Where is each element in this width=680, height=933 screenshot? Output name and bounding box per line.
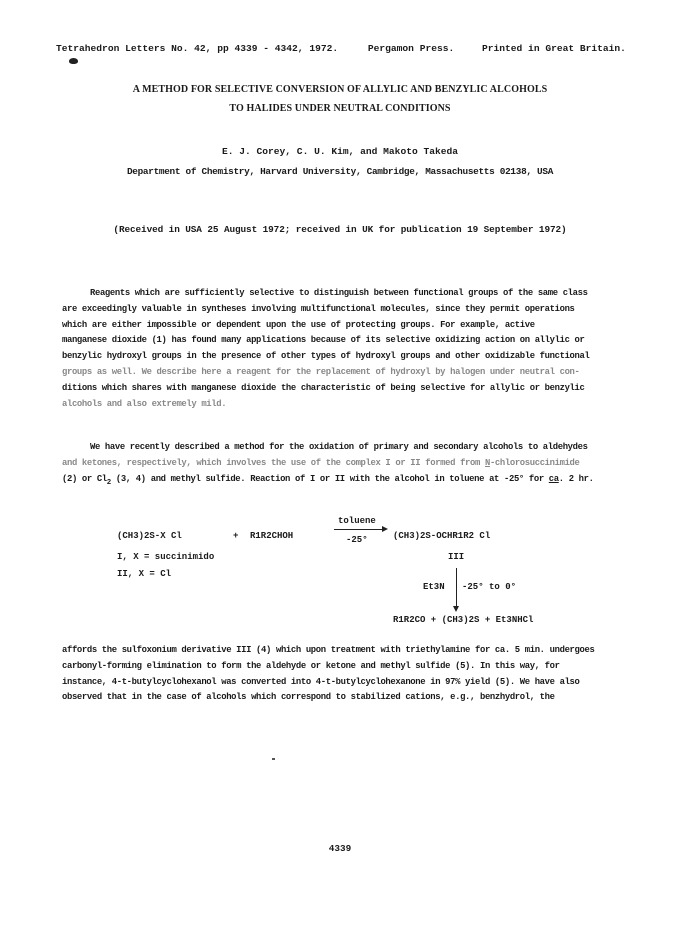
text-line: We have recently described a method for the oxidation of primary and secondary alcohols to aldehydes xyxy=(90,442,588,452)
page-number: 4339 xyxy=(328,843,352,854)
italic-n: N xyxy=(484,457,490,468)
affiliation: Department of Chemistry, Harvard University, Cambridge, Massachusetts 02138, USA xyxy=(126,166,554,177)
running-header xyxy=(56,43,656,54)
subscript: 2 xyxy=(106,478,111,487)
article-title-line-2: TO HALIDES UNDER NEUTRAL CONDITIONS xyxy=(229,103,451,114)
reaction-arrow-right xyxy=(334,529,386,530)
text-span: (2) or Cl xyxy=(62,473,107,484)
text-line: observed that in the case of alcohols which correspond to stabilized cations, e.g., benzhydrol, the xyxy=(62,692,555,703)
reactant-sulfonium: (CH3)2S-X Cl xyxy=(117,531,182,541)
reaction-arrow-down xyxy=(456,568,457,610)
received-dates: (Received in USA 25 August 1972; received in UK for publication 19 September 1972) xyxy=(113,224,567,235)
text-line xyxy=(62,472,622,492)
text-span: -chlorosuccinimide xyxy=(489,457,580,468)
ink-mark xyxy=(69,58,78,64)
text-line: carbonyl-forming elimination to form the aldehyde or ketone and methyl sulfide (5). In this way, for xyxy=(62,660,560,671)
text-line: which are either impossible or dependent upon the use of protecting groups. For example, active xyxy=(62,319,535,330)
text-line: groups as well. We describe here a reagent for the replacement of hydroxyl by halogen under neutral con- xyxy=(62,366,580,377)
paragraph-2 xyxy=(62,440,622,491)
text-line: affords the sulfoxonium derivative III (4) which upon treatment with triethylamine for ca. 5 min. undergoes xyxy=(62,645,595,655)
reactant-alcohol: R1R2CHOH xyxy=(250,531,294,541)
ca-abbrev: ca xyxy=(548,473,559,484)
authors: E. J. Corey, C. U. Kim, and Makoto Takeda xyxy=(221,146,459,157)
journal-citation: Tetrahedron Letters No. 42, pp 4339 - 4342, 1972. xyxy=(56,43,339,54)
text-line: benzylic hydroxyl groups in the presence of other types of hydroxyl groups and other oxidizable functional xyxy=(62,351,590,362)
text-line: are exceedingly valuable in syntheses involving multifunctional molecules, since they permit operations xyxy=(62,303,575,314)
plus-sign: + xyxy=(233,531,239,541)
text-line: ditions which shares with manganese dioxide the characteristic of being selective for allylic or benzylic xyxy=(62,382,585,393)
text-span: and ketones, respectively, which involves the use of the complex I or II formed from xyxy=(62,457,485,468)
label-compound-ii: II, X = Cl xyxy=(117,569,172,579)
article-title-line-1: A METHOD FOR SELECTIVE CONVERSION OF ALLYLIC AND BENZYLIC ALCOHOLS xyxy=(132,84,548,95)
stray-mark xyxy=(272,758,275,760)
final-products: R1R2CO + (CH3)2S + Et3NHCl xyxy=(393,615,534,625)
text-span: (3, 4) and methyl sulfide. Reaction of I or II with the alcohol in toluene at -25° for xyxy=(110,473,549,484)
label-compound-i: I, X = succinimido xyxy=(117,552,215,562)
text-line: alcohols and also extremely mild. xyxy=(62,398,227,409)
printed-in: Printed in Great Britain. xyxy=(482,43,626,54)
temp-range-label: -25° to 0° xyxy=(462,582,517,592)
text-span: . 2 hr. xyxy=(558,473,594,484)
base-label: Et3N xyxy=(423,582,445,592)
text-line xyxy=(62,456,622,472)
text-line: instance, 4-t-butylcyclohexanol was converted into 4-t-butylcyclohexanone in 97% yield (5). We have also xyxy=(62,676,580,687)
text-line: manganese dioxide (1) has found many applications because of its selective oxidizing action on allylic or xyxy=(62,335,585,346)
sulfoxonium-product: (CH3)2S-OCHR1R2 Cl xyxy=(393,531,491,541)
label-compound-iii: III xyxy=(448,552,465,562)
temp-label: -25° xyxy=(346,535,368,545)
paragraph-1 xyxy=(62,286,622,412)
reaction-scheme xyxy=(0,508,680,638)
paragraph-3 xyxy=(62,643,622,706)
solvent-label: toluene xyxy=(338,516,376,526)
publisher: Pergamon Press. xyxy=(367,43,455,54)
text-line: Reagents which are sufficiently selective to distinguish between functional groups of the same class xyxy=(90,288,588,298)
